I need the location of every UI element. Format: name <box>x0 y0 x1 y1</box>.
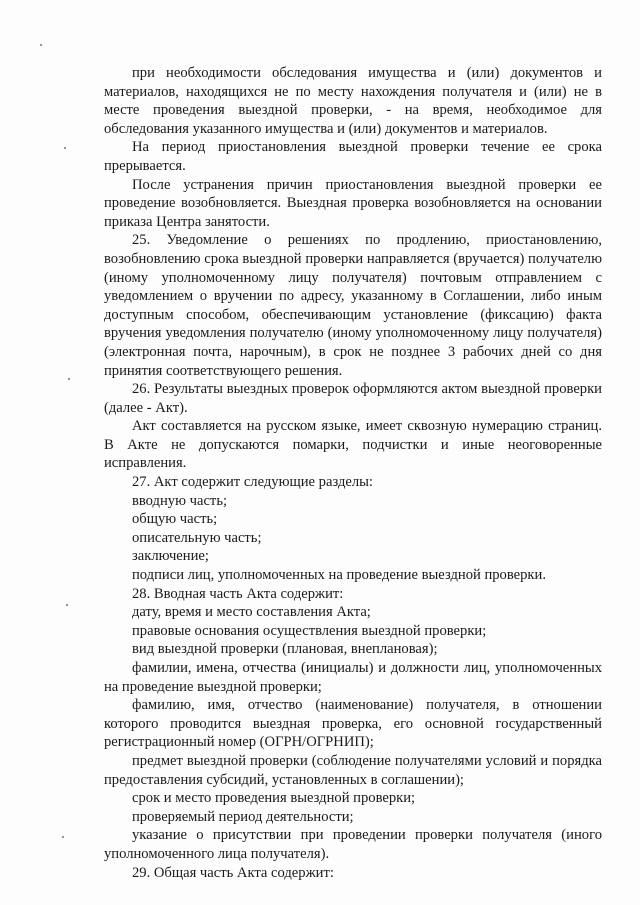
list-item-signatures: подписи лиц, уполномоченных на проведение выездной проверки. <box>132 567 546 584</box>
list-item-inspection-type: вид выездной проверки (плановая, внеплановая); <box>132 641 438 658</box>
paragraph-26-results: 26. Результаты выездных проверок оформляются актом выездной проверки (далее - Акт). <box>104 381 602 416</box>
paragraph-27-act-sections: 27. Акт содержит следующие разделы: <box>132 474 373 491</box>
list-item-recipient-presence: указание о присутствии при проведении проверки получателя (иного уполномоченного лица получателя). <box>104 827 602 862</box>
scan-speck <box>40 44 42 46</box>
scan-speck <box>64 147 66 149</box>
scan-speck <box>62 836 64 838</box>
paragraph-28-introductory-part: 28. Вводная часть Акта содержит: <box>132 585 344 602</box>
list-item-general-part: общую часть; <box>132 511 218 528</box>
list-item-recipient-name: фамилию, имя, отчество (наименование) получателя, в отношении которого проводится выездная проверка, его основной государственный регистрационный номер (ОГРН/ОГРНИП); <box>104 697 602 751</box>
paragraph-inspection-property: при необходимости обследования имущества и (или) документов и материалов, находящихся не по месту нахождения получателя и (или) не в месте проведения выездной проверки, - на время, необходимое для обследования указанного имущества и (или) документов и материалов. <box>104 65 602 137</box>
list-item-date-place: дату, время и место составления Акта; <box>132 604 371 621</box>
paragraph-resumption: После устранения причин приостановления выездной проверки ее проведение возобновляется. Выездная проверка возобновляется на основании приказа Центра занятости. <box>104 176 602 230</box>
scan-speck <box>66 604 68 606</box>
paragraph-act-language: Акт составляется на русском языке, имеет сквозную нумерацию страниц. В Акте не допускаются помарки, подчистки и иные неоговоренные исправления. <box>104 418 602 472</box>
list-item-introductory-part: вводную часть; <box>132 492 228 509</box>
list-item-term-place: срок и место проведения выездной проверки; <box>132 790 416 807</box>
list-item-legal-grounds: правовые основания осуществления выездной проверки; <box>132 622 487 639</box>
paragraph-29-general-part: 29. Общая часть Акта содержит: <box>132 864 334 881</box>
list-item-conclusion: заключение; <box>132 548 209 565</box>
document-body <box>104 64 602 882</box>
paragraph-25-notification: 25. Уведомление о решениях по продлению, приостановлению, возобновлению срока выездной проверки направляется (вручается) получателю (иному уполномоченному лицу получателя) почтовым отправлением с уведомлением о вручении по адресу, указанному в Соглашении, либо иным доступным способом, обеспечивающим установление (фиксацию) факта вручения уведомления получателю (иному уполномоченному лицу получателя) (электронная почта, нарочным), в срок не позднее 3 рабочих дней со дня принятия соответствующего решения. <box>104 232 602 379</box>
list-item-activity-period: проверяемый период деятельности; <box>132 808 354 825</box>
scan-speck <box>68 378 70 380</box>
list-item-officials: фамилии, имена, отчества (инициалы) и должности лиц, уполномоченных на проведение выездной проверки; <box>104 660 602 695</box>
list-item-descriptive-part: описательную часть; <box>132 529 262 546</box>
paragraph-suspension-period: На период приостановления выездной проверки течение ее срока прерывается. <box>104 139 602 174</box>
list-item-inspection-subject: предмет выездной проверки (соблюдение получателями условий и порядка предоставления субсидий, установленных в соглашении); <box>104 752 602 788</box>
